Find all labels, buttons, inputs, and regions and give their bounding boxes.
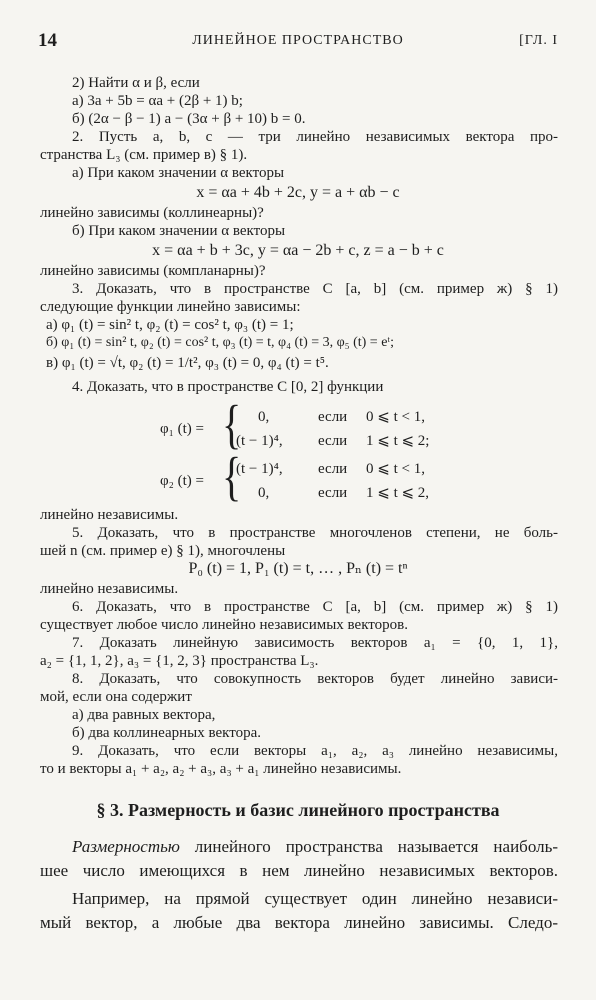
text-line: 8. Доказать, что совокупность векторов будет линейно зависи- xyxy=(72,671,558,687)
text-line: 7. Доказать линейную зависимость векторов a₁ = {0, 1, 1}, xyxy=(72,635,558,651)
formula-line: x = αa + b + 3c, y = αa − 2b + c, z = a − b + c xyxy=(152,242,444,259)
text-line: а) При каком значении α векторы xyxy=(72,165,285,181)
text-line: 2. Пусть a, b, c — три линейно независимых вектора про- xyxy=(72,129,558,145)
text-line: следующие функции линейно зависимы: xyxy=(40,299,301,315)
text-line: б) φ₁ (t) = sin² t, φ₂ (t) = cos² t, φ₃ (t) = t, φ₄ (t) = 3, φ₅ (t) = eᵗ; xyxy=(46,335,394,350)
text-line: 6. Доказать, что в пространстве C [a, b] (см. пример ж) § 1) xyxy=(72,599,558,615)
page-number: 14 xyxy=(38,30,57,51)
text-line: 3. Доказать, что в пространстве C [a, b] (см. пример ж) § 1) xyxy=(72,281,558,297)
text-line: б) (2α − β − 1) a − (3α + β + 10) b = 0. xyxy=(72,111,306,127)
text-line: б) При каком значении α векторы xyxy=(72,223,286,239)
text-line: б) два коллинеарных вектора. xyxy=(72,725,262,741)
phi2-cond-word: если xyxy=(318,461,348,477)
phi2-value: (t − 1)⁴, xyxy=(236,461,283,477)
text-line: линейно независимы. xyxy=(40,581,179,597)
phi1-condition: 0 ⩽ t < 1, xyxy=(366,409,425,425)
text-line: линейно зависимы (коллинеарны)? xyxy=(40,205,264,221)
paragraph-line: шее число имеющихся в нем линейно независимых векторов. xyxy=(40,861,558,880)
text-line: в) φ₁ (t) = √t, φ₂ (t) = 1/t², φ₃ (t) = 0, φ₄ (t) = t⁵. xyxy=(46,355,329,371)
text-line: a₂ = {1, 1, 2}, a₃ = {1, 2, 3} пространства L₃. xyxy=(40,653,319,669)
paragraph-line: мый вектор, а любые два вектора линейно зависимы. Следо- xyxy=(40,913,558,932)
phi1-label: φ₁ (t) = xyxy=(160,421,205,437)
formula-line: P₀ (t) = 1, P₁ (t) = t, … , Pₙ (t) = tⁿ xyxy=(188,560,408,577)
phi2-condition: 0 ⩽ t < 1, xyxy=(366,461,425,477)
formula-line: x = αa + 4b + 2c, y = a + αb − c xyxy=(196,184,400,201)
chapter-label: [ГЛ. I xyxy=(519,33,558,48)
text-line: мой, если она содержит xyxy=(40,689,192,705)
text-line: а) 3a + 5b = αa + (2β + 1) b; xyxy=(72,93,243,109)
text-line: 5. Доказать, что в пространстве многочленов степени, не боль- xyxy=(72,525,558,541)
brace-symbol: { xyxy=(222,393,242,455)
phi2-cond-word: если xyxy=(318,485,348,501)
running-title: ЛИНЕЙНОЕ ПРОСТРАНСТВО xyxy=(192,33,404,48)
section-heading: § 3. Размерность и базис линейного пространства xyxy=(96,800,500,820)
text-line: 2) Найти α и β, если xyxy=(72,75,200,91)
text-line: а) два равных вектора, xyxy=(72,707,216,723)
text-line: 9. Доказать, что если векторы a₁, a₂, a₃ линейно независимы, xyxy=(72,743,558,759)
paragraph-line: Например, на прямой существует один линейно независи- xyxy=(72,889,558,908)
phi1-condition: 1 ⩽ t ⩽ 2; xyxy=(366,433,430,449)
text-line: шей n (см. пример е) § 1), многочлены xyxy=(40,543,286,559)
brace-symbol: { xyxy=(222,445,242,507)
defined-term: Размерностью xyxy=(72,837,180,856)
text-line: существует любое число линейно независимых векторов. xyxy=(40,617,408,633)
phi1-value: 0, xyxy=(258,409,270,425)
phi2-value: 0, xyxy=(258,485,270,501)
text-line: 4. Доказать, что в пространстве C [0, 2] функции xyxy=(72,379,384,395)
text-line: линейно зависимы (компланарны)? xyxy=(40,263,266,279)
phi1-cond-word: если xyxy=(318,409,348,425)
text-line: линейно независимы. xyxy=(40,507,179,523)
text-line: странства L₃ (см. пример в) § 1). xyxy=(40,147,248,163)
phi2-label: φ₂ (t) = xyxy=(160,473,205,489)
page-header xyxy=(38,30,558,52)
phi1-cond-word: если xyxy=(318,433,348,449)
text-line: то и векторы a₁ + a₂, a₂ + a₃, a₃ + a₁ линейно независимы. xyxy=(40,761,402,777)
paragraph-line xyxy=(72,836,558,858)
phi2-condition: 1 ⩽ t ⩽ 2, xyxy=(366,485,430,501)
text-line: а) φ₁ (t) = sin² t, φ₂ (t) = cos² t, φ₃ (t) = 1; xyxy=(46,317,294,333)
paragraph-text: линейного пространства называется наиболь- xyxy=(194,837,558,856)
phi1-value: (t − 1)⁴, xyxy=(236,433,283,449)
